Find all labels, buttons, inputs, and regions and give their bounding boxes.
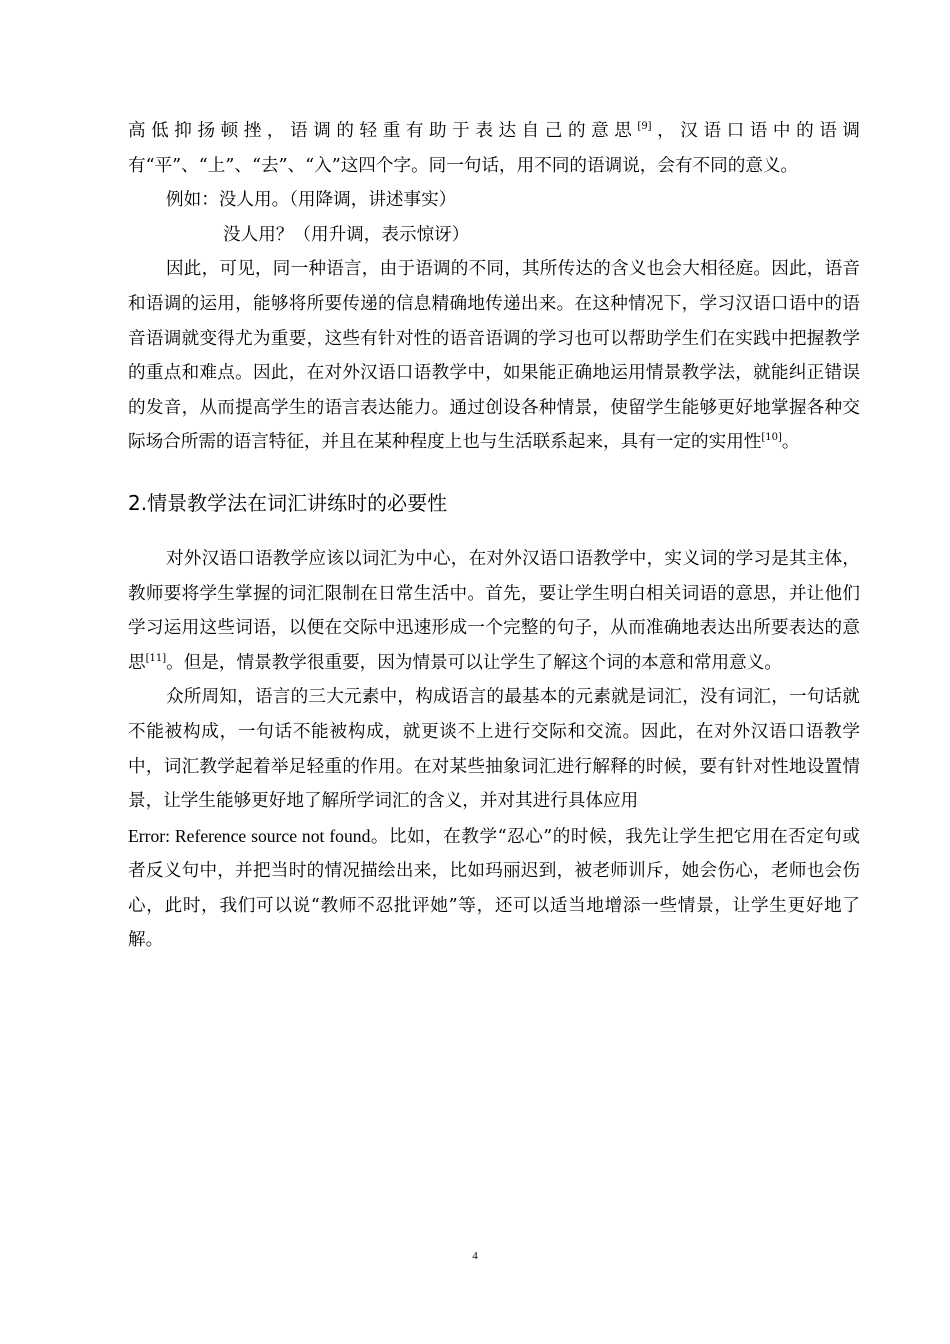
citation-ref: [10] <box>761 432 782 444</box>
paragraph-text: 。 <box>781 432 800 453</box>
document-body <box>128 114 860 958</box>
paragraph-text: 因此，可见，同一种语言，由于语调的不同，其所传达的含义也会大相径庭。因此，语音和语调的运用，能够将所要传递的信息精确地传递出来。在这种情况下，学习汉语口语中的语音语调就变得尤为重要，这些有针对性的语音语调的学习也可以帮助学生们在实践中把握教学的重点和难点。因此，在对外汉语口语教学中，如果能正确地运用情景教学法，就能纠正错误的发音，从而提高学生的语言表达能力。通过创设各种情景，使留学生能够更好地掌握各种交际场合所需的语言特征，并且在某种程度上也与生活联系起来，具有一定的实用性 <box>128 259 860 453</box>
section-heading: 2.情景教学法在词汇讲练时的必要性 <box>128 490 448 515</box>
citation-ref: [11] <box>145 652 167 664</box>
reference-error-text: Error: Reference source not found <box>128 825 371 846</box>
paragraph-text: 众所周知，语言的三大元素中，构成语言的最基本的元素就是词汇，没有词汇，一句话就不能被构成，一句话不能被构成，就更谈不上进行交际和交流。因此，在对外汉语口语教学中，词汇教学起着举足轻重的作用。在对某些抽象词汇进行解释的时候，要有针对性地设置情景，让学生能够更好地了解所学词汇的含义，并对其进行具体应用 <box>128 687 860 812</box>
example-line-1: 例如：没人用。（用降调，讲述事实） <box>166 190 457 211</box>
example-line-2: 没人用？（用升调，表示惊讶） <box>223 224 470 245</box>
paragraph-text: 。但是，情景教学很重要，因为情景可以让学生了解这个词的本意和常用意义。 <box>166 652 782 673</box>
paragraph-pronunciation <box>128 252 860 460</box>
paragraph-text: 对外汉语口语教学应该以词汇为中心，在对外汉语口语教学中，实义词的学习是其主体，教师要将学生掌握的词汇限制在日常生活中。首先，要让学生明白相关词语的意思，并让他们学习运用这些词语，以便在交际中迅速形成一个完整的句子，从而准确地表达出所要表达的意思 <box>128 548 860 673</box>
paragraph-intonation <box>128 114 860 183</box>
paragraph-text: 。比如，在教学“忍心”的时候，我先让学生把它用在否定句或者反义句中，并把当时的情况描绘出来，比如玛丽迟到，被老师训斥，她会伤心，老师也会伤心，此时，我们可以说“教师不忍批评她”等，还可以适当地增添一些情景，让学生更好地了解。 <box>128 826 860 951</box>
paragraph-text: 高低抑扬顿挫，语调的轻重有助于表达自己的意思 <box>128 121 638 141</box>
paragraph-text: ，汉语口语中的语调有“平”、“上”、“去”、“入”这四个字。同一句话，用不同的语调说，会有不同的意义。 <box>128 121 860 176</box>
paragraph-vocabulary-elements <box>128 680 860 958</box>
paragraph-vocabulary-center <box>128 542 860 680</box>
page-number: 4 <box>472 1250 478 1262</box>
citation-ref: [9] <box>637 121 652 132</box>
